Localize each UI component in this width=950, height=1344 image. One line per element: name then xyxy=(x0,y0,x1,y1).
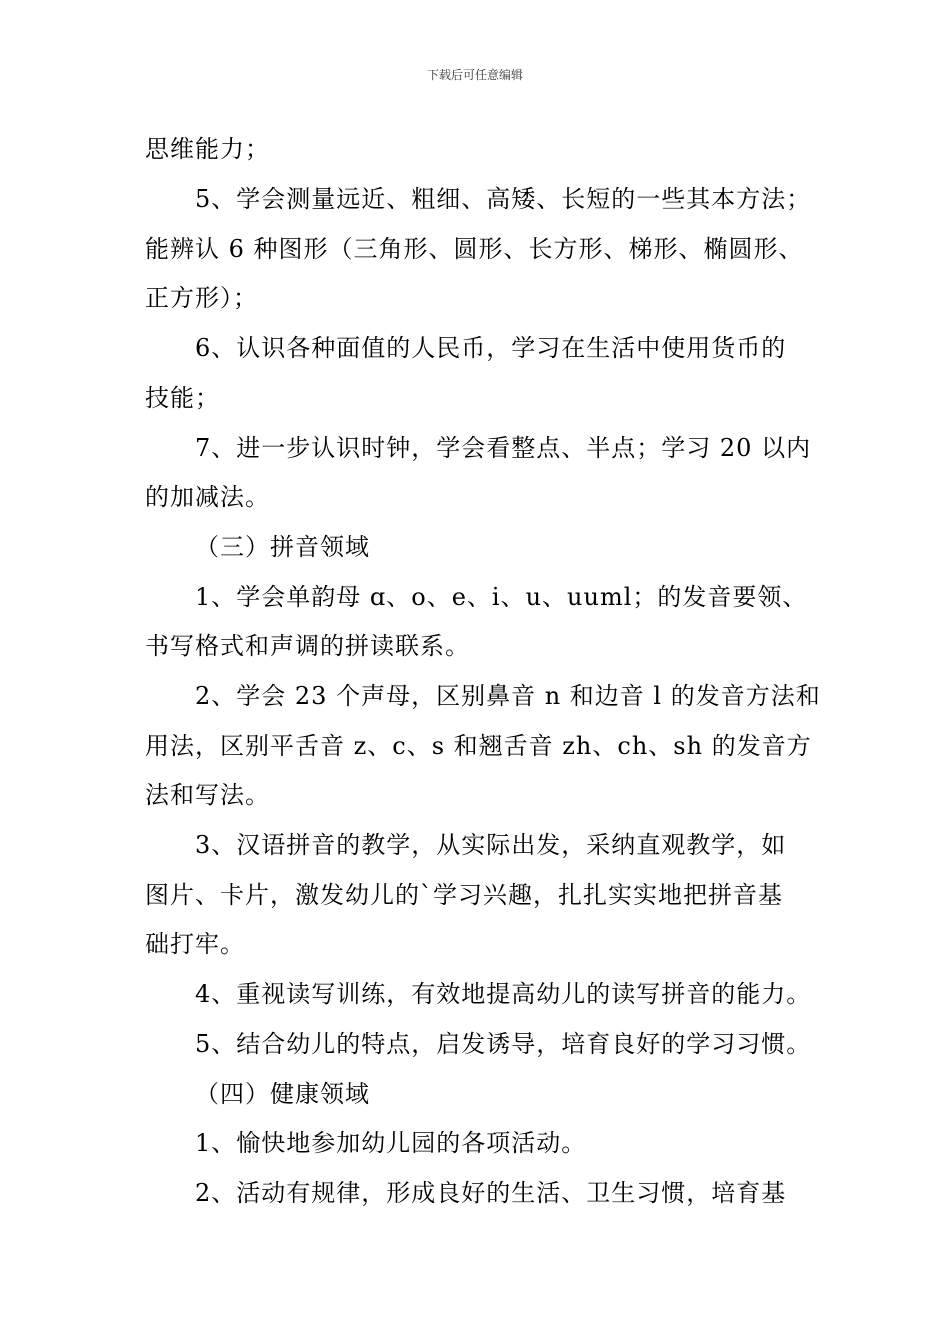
text-line: 2、学会 23 个声母，区别鼻音 n 和边音 l 的发音方法和 xyxy=(195,682,821,710)
text-line: 图片、卡片，激发幼儿的`学习兴趣，扎扎实实地把拼音基 xyxy=(145,881,783,909)
text-line: 3、汉语拼音的教学，从实际出发，采纳直观教学，如 xyxy=(195,831,787,859)
text-line: 用法，区别平舌音 z、c、s 和翘舌音 zh、ch、sh 的发音方 xyxy=(145,732,812,760)
page-header: 下载后可任意编辑 xyxy=(426,68,523,82)
section-heading: （四）健康领域 xyxy=(195,1080,370,1108)
text-line: 4、重视读写训练，有效地提高幼儿的读写拼音的能力。 xyxy=(195,980,812,1008)
section-heading: （三）拼音领域 xyxy=(195,533,370,561)
text-line: 正方形）； xyxy=(145,284,258,312)
text-line: 书写格式和声调的拼读联系。 xyxy=(145,632,470,660)
text-line: 7、进一步认识时钟，学会看整点、半点；学习 20 以内 xyxy=(195,434,812,462)
text-line: 的加减法。 xyxy=(145,483,270,511)
text-line: 能辨认 6 种图形（三角形、圆形、长方形、梯形、椭圆形、 xyxy=(145,235,804,263)
text-line: 5、学会测量远近、粗细、高矮、长短的一些其本方法； xyxy=(195,185,812,213)
text-line: 5、结合幼儿的特点，启发诱导，培育良好的学习习惯。 xyxy=(195,1030,812,1058)
text-line: 2、活动有规律，形成良好的生活、卫生习惯，培育基 xyxy=(195,1179,787,1207)
text-line: 技能； xyxy=(145,384,220,412)
text-line: 1、学会单韵母 ɑ、o、e、i、u、uuml；的发音要领、 xyxy=(195,583,808,611)
text-line: 1、愉快地参加幼儿园的各项活动。 xyxy=(195,1129,587,1157)
text-line: 6、认识各种面值的人民币，学习在生活中使用货币的 xyxy=(195,334,787,362)
text-line: 思维能力； xyxy=(145,135,270,163)
text-line: 础打牢。 xyxy=(145,930,245,958)
text-line: 法和写法。 xyxy=(145,781,270,809)
